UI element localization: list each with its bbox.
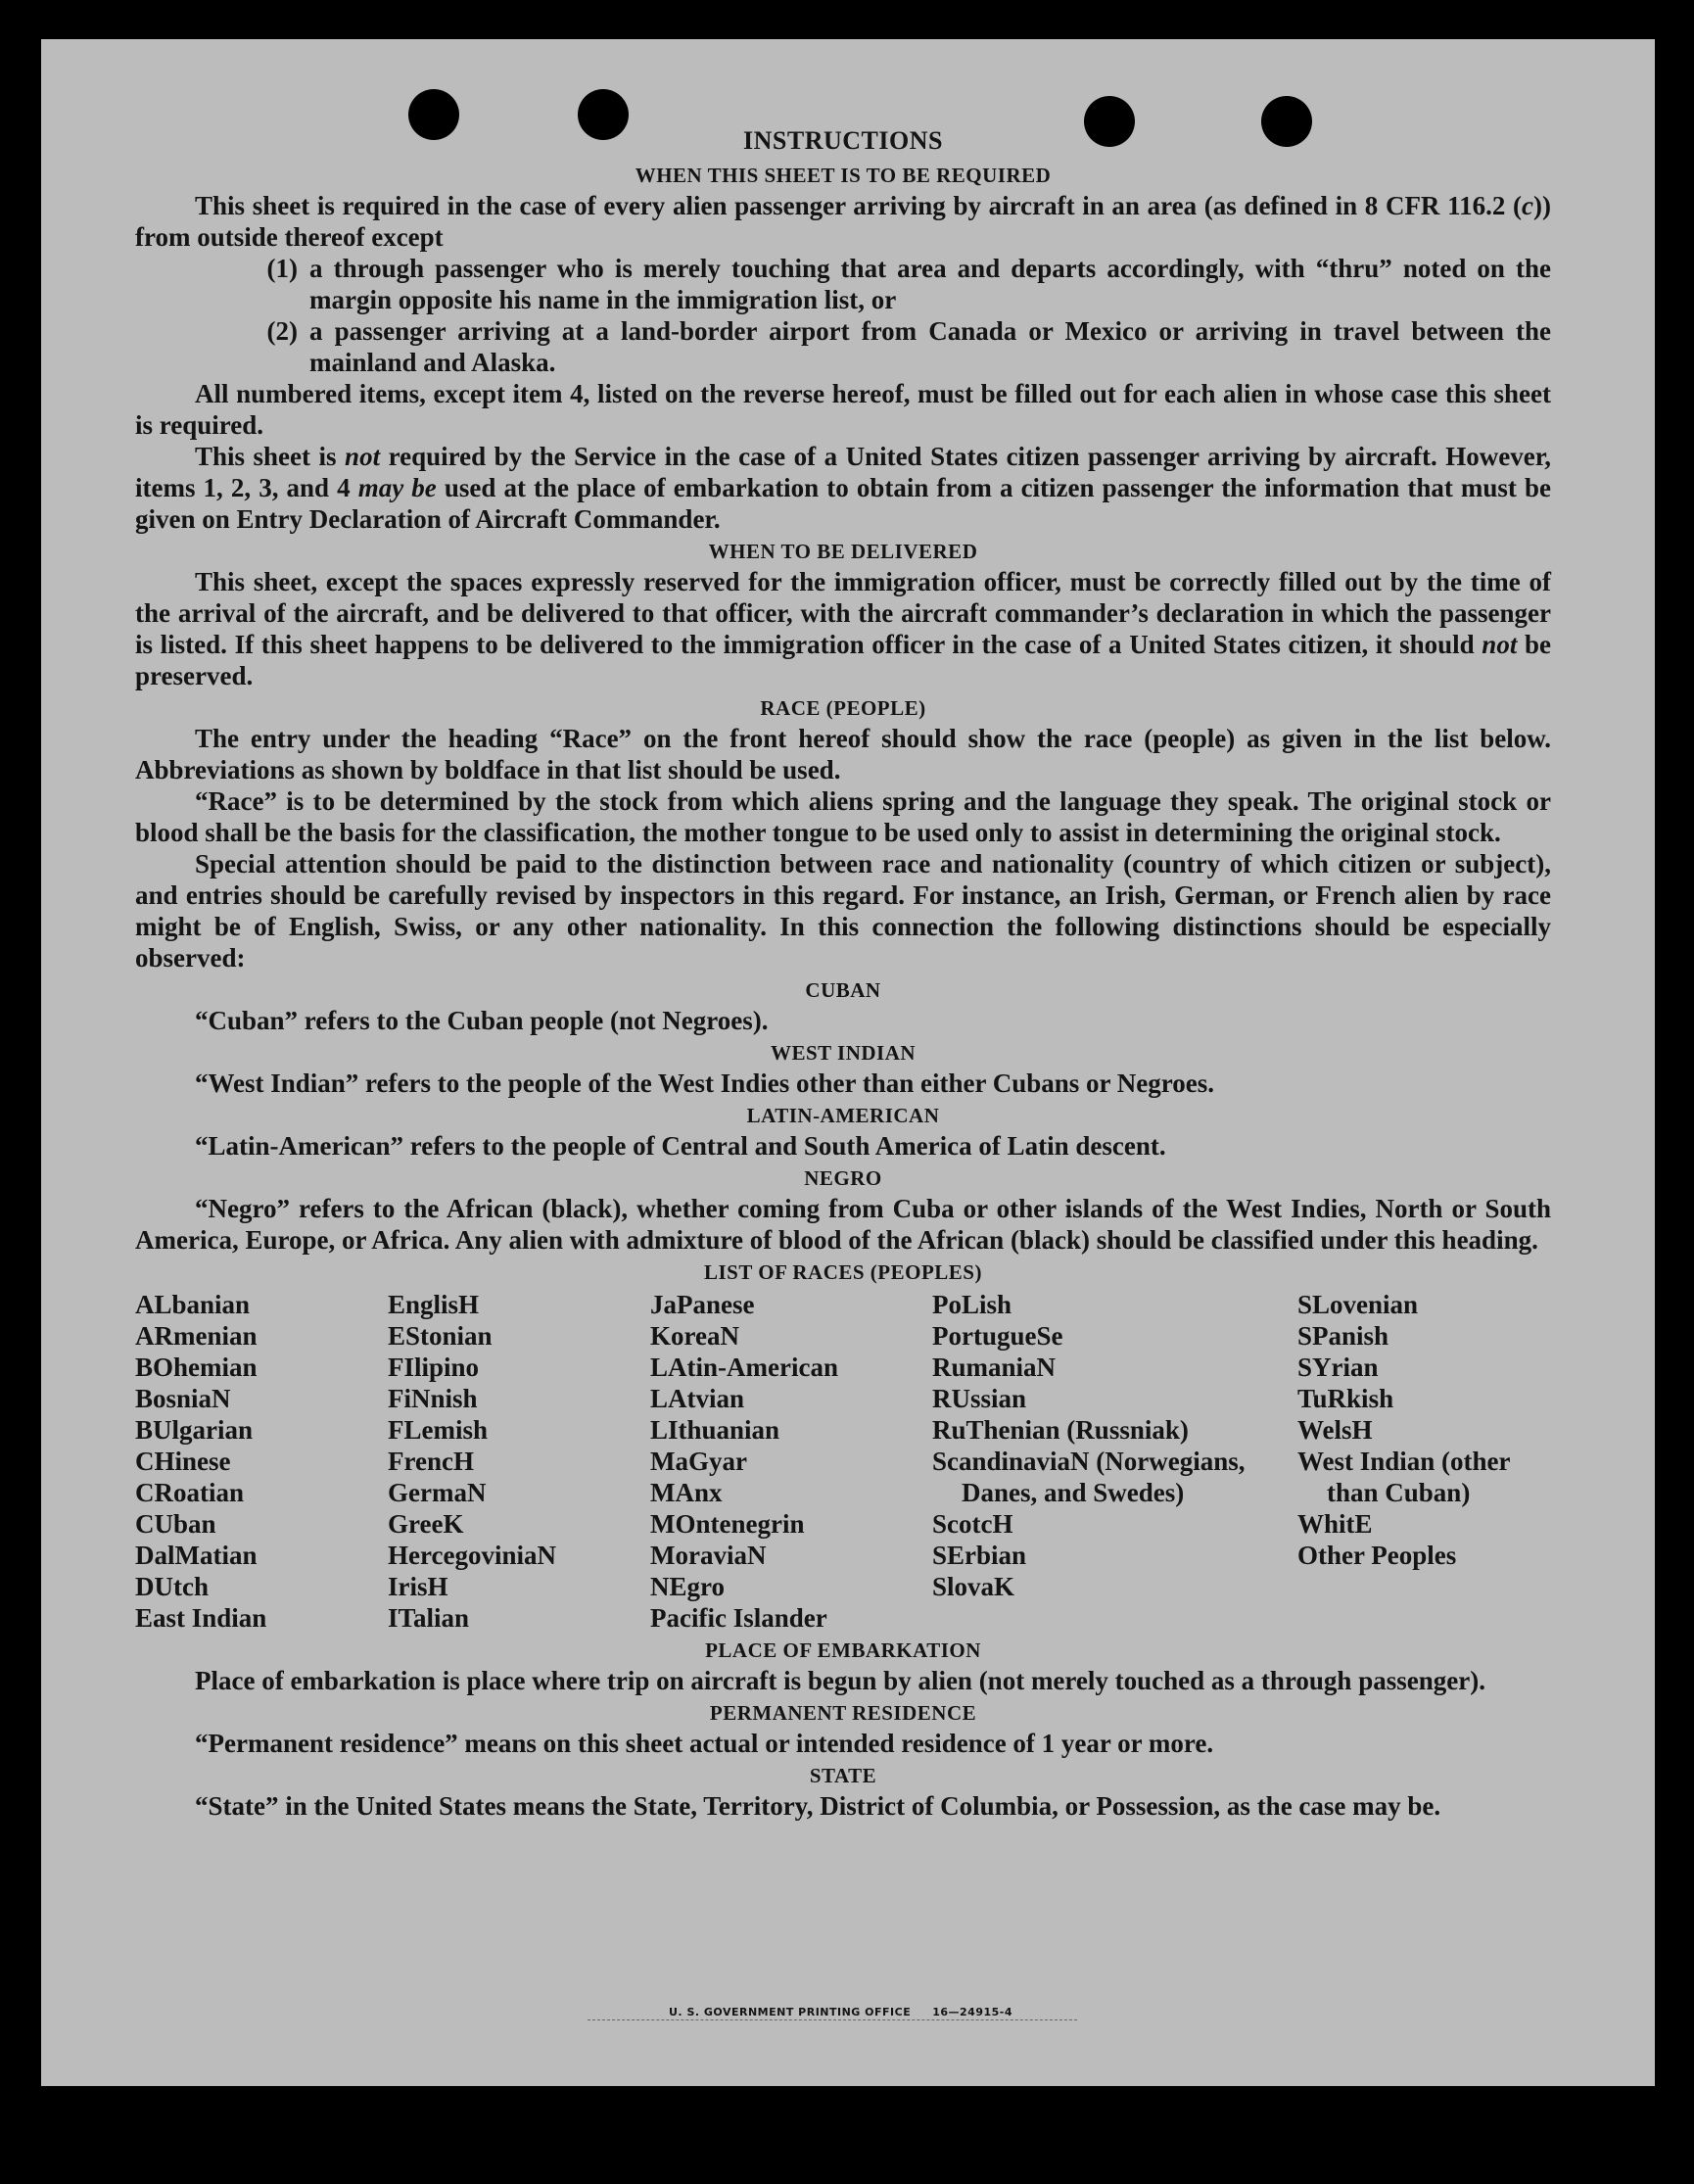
race-entry: PoLish bbox=[932, 1290, 1012, 1319]
races-column bbox=[388, 1289, 633, 1634]
races-column bbox=[932, 1289, 1255, 1602]
paragraph bbox=[135, 441, 1551, 535]
section-heading: PLACE OF EMBARKATION bbox=[705, 1638, 981, 1662]
list-number: (1) bbox=[266, 254, 298, 283]
race-entry: DalMatian bbox=[135, 1541, 258, 1570]
printer-imprint bbox=[669, 2006, 1012, 2018]
list-item bbox=[135, 315, 1551, 378]
race-entry: MaGyar bbox=[650, 1447, 747, 1476]
section-heading: CUBAN bbox=[805, 978, 881, 1002]
race-entry: HercegoviniaN bbox=[388, 1541, 556, 1570]
text-segment: “West Indian” refers to the people of the West Indies other than either Cubans or Negroes. bbox=[195, 1068, 1215, 1098]
paragraph bbox=[135, 190, 1551, 253]
italic-text: c bbox=[1522, 191, 1534, 220]
races-list bbox=[135, 1289, 1551, 1634]
text-segment: Place of embarkation is place where trip on aircraft is begun by alien (not merely touched as a through passenger). bbox=[195, 1666, 1485, 1695]
paragraph bbox=[135, 1728, 1551, 1759]
race-entry: SlovaK bbox=[932, 1572, 1015, 1601]
races-column bbox=[650, 1289, 915, 1634]
race-entry: RUssian bbox=[932, 1384, 1027, 1413]
race-entry: GreeK bbox=[388, 1509, 464, 1539]
section-heading: PERMANENT RESIDENCE bbox=[709, 1701, 977, 1725]
section-heading: WHEN THIS SHEET IS TO BE REQUIRED bbox=[635, 164, 1052, 187]
section-heading: LIST OF RACES (PEOPLES) bbox=[704, 1260, 982, 1284]
race-entry: DUtch bbox=[135, 1572, 209, 1601]
text-segment: All numbered items, except item 4, listed on the reverse hereof, must be filled out for each alien in whose case this sheet is required. bbox=[135, 379, 1551, 440]
paragraph bbox=[135, 566, 1551, 691]
race-entry: LIthuanian bbox=[650, 1415, 780, 1445]
text-segment: This sheet is required in the case of every alien passenger arriving by aircraft in an area (as defined in 8 CFR 116.2 ( bbox=[195, 191, 1523, 220]
race-entry: JaPanese bbox=[650, 1290, 755, 1319]
race-entry: PortugueSe bbox=[932, 1321, 1063, 1351]
race-entry: ScotcH bbox=[932, 1509, 1013, 1539]
text-segment: “Race” is to be determined by the stock from which aliens spring and the language they speak. The original stock or blood shall be the basis for the classification, the mother tongue to be used only to assist in determining the original stock. bbox=[135, 786, 1551, 847]
race-entry: ScandinaviaN (Norwegians, Danes, and Swedes) bbox=[932, 1447, 1246, 1507]
race-entry: FrencH bbox=[388, 1447, 474, 1476]
race-entry: SYrian bbox=[1297, 1353, 1379, 1382]
text-segment: a through passenger who is merely touching that area and departs accordingly, with “thru” noted on the margin opposite his name in the immigration list, or bbox=[309, 254, 1551, 314]
race-entry: SPanish bbox=[1297, 1321, 1389, 1351]
list-number: (2) bbox=[266, 316, 298, 346]
instructions-body bbox=[135, 123, 1551, 1822]
race-entry: ITalian bbox=[388, 1603, 470, 1633]
race-entry: EStonian bbox=[388, 1321, 493, 1351]
race-entry: Other Peoples bbox=[1297, 1541, 1457, 1570]
race-entry: FiNnish bbox=[388, 1384, 478, 1413]
race-entry: GermaN bbox=[388, 1478, 487, 1507]
race-entry: Pacific Islander bbox=[650, 1603, 827, 1633]
italic-text: may be bbox=[357, 473, 437, 502]
race-entry: West Indian (other than Cuban) bbox=[1297, 1447, 1511, 1507]
race-entry: CRoatian bbox=[135, 1478, 245, 1507]
text-segment: “Cuban” refers to the Cuban people (not Negroes). bbox=[195, 1006, 769, 1035]
race-entry: SErbian bbox=[932, 1541, 1027, 1570]
paragraph bbox=[135, 1130, 1551, 1162]
text-segment: used at the place of embarkation to obtain from a citizen passenger the information that must be given on Entry Declaration of Aircraft Commander. bbox=[135, 473, 1551, 534]
race-entry: BUlgarian bbox=[135, 1415, 254, 1445]
race-entry: FIlipino bbox=[388, 1353, 480, 1382]
form-number: 16—24915-4 bbox=[932, 2006, 1013, 2018]
paragraph bbox=[135, 1005, 1551, 1036]
paragraph bbox=[135, 1790, 1551, 1822]
text-segment: “Negro” refers to the African (black), whether coming from Cuba or other islands of the West Indies, North or South America, Europe, or Africa. Any alien with admixture of blood of the African (black) should be classified under this heading. bbox=[135, 1194, 1551, 1255]
race-entry: MOntenegrin bbox=[650, 1509, 805, 1539]
text-segment: required by the Service in the case of a United States citizen passenger arriving by aircraft. However, items 1, 2, 3, and 4 bbox=[135, 442, 1551, 502]
race-entry: BosniaN bbox=[135, 1384, 231, 1413]
page-title: INSTRUCTIONS bbox=[743, 126, 943, 155]
race-entry: ARmenian bbox=[135, 1321, 258, 1351]
section-heading: RACE (PEOPLE) bbox=[760, 696, 926, 720]
races-column bbox=[1297, 1289, 1562, 1571]
paragraph bbox=[135, 848, 1551, 973]
race-entry: MAnx bbox=[650, 1478, 723, 1507]
text-segment: “Latin-American” refers to the people of Central and South America of Latin descent. bbox=[195, 1131, 1166, 1161]
list-text bbox=[309, 315, 1551, 378]
text-segment: This sheet, except the spaces expressly reserved for the immigration officer, must be correctly filled out by the time of the arrival of the aircraft, and be delivered to that officer, with the aircraft commander’s declaration in which the passenger is listed. If this sheet happens to be delivered to the immigration officer in the case of a United States citizen, it should bbox=[135, 567, 1551, 659]
paragraph bbox=[135, 378, 1551, 441]
race-entry: BOhemian bbox=[135, 1353, 258, 1382]
text-segment: a passenger arriving at a land-border airport from Canada or Mexico or arriving in travel between the mainland and Alaska. bbox=[309, 316, 1551, 377]
section-heading: STATE bbox=[809, 1764, 877, 1787]
race-entry: RuThenian (Russniak) bbox=[932, 1415, 1189, 1445]
race-entry: SLovenian bbox=[1297, 1290, 1419, 1319]
text-segment: The entry under the heading “Race” on the front hereof should show the race (people) as given in the list below. Abbreviations as shown by bbox=[135, 724, 1551, 784]
text-segment: be preserved. bbox=[135, 630, 1551, 690]
race-entry: TuRkish bbox=[1297, 1384, 1394, 1413]
race-entry: LAtvian bbox=[650, 1384, 745, 1413]
text-segment: “Permanent residence” means on this sheet actual or intended residence of 1 year or more. bbox=[195, 1729, 1214, 1758]
race-entry: IrisH bbox=[388, 1572, 448, 1601]
paragraph bbox=[135, 1665, 1551, 1696]
text-segment: “State” in the United States means the State, Territory, District of Columbia, or Possession, as the case may be. bbox=[195, 1791, 1441, 1821]
race-entry: NEgro bbox=[650, 1572, 726, 1601]
text-segment: Special attention should be paid to the distinction between race and nationality (country of which citizen or subject), and entries should be carefully revised by inspectors in this regard. For instance, an Irish, German, or French alien by race might be of English, Swiss, or any other nationality. In this connection the following distinctions should be especially observed: bbox=[135, 849, 1551, 973]
italic-text: not bbox=[345, 442, 381, 471]
races-column bbox=[135, 1289, 370, 1634]
race-entry: FLemish bbox=[388, 1415, 489, 1445]
race-entry: MoraviaN bbox=[650, 1541, 767, 1570]
text-segment: )) from outside thereof except bbox=[135, 191, 1551, 252]
printer-name: U. S. GOVERNMENT PRINTING OFFICE bbox=[669, 2006, 912, 2018]
race-entry: ALbanian bbox=[135, 1290, 251, 1319]
footer-rule bbox=[588, 2019, 1077, 2020]
section-heading: WHEN TO BE DELIVERED bbox=[708, 540, 978, 563]
section-heading: LATIN-AMERICAN bbox=[746, 1104, 940, 1127]
paragraph bbox=[135, 723, 1551, 785]
paragraph bbox=[135, 1068, 1551, 1099]
race-entry: EnglisH bbox=[388, 1290, 480, 1319]
list-item bbox=[135, 253, 1551, 315]
race-entry: East Indian bbox=[135, 1603, 267, 1633]
paragraph bbox=[135, 1193, 1551, 1256]
race-entry: RumaniaN bbox=[932, 1353, 1057, 1382]
section-heading: NEGRO bbox=[804, 1166, 882, 1190]
italic-text: not bbox=[1482, 630, 1518, 659]
text-segment: in that list should be used. bbox=[540, 755, 841, 784]
section-heading: WEST INDIAN bbox=[770, 1041, 917, 1065]
bold-text: boldface bbox=[445, 755, 541, 784]
list-text bbox=[309, 253, 1551, 315]
race-entry: CHinese bbox=[135, 1447, 231, 1476]
race-entry: LAtin-American bbox=[650, 1353, 838, 1382]
paragraph bbox=[135, 785, 1551, 848]
race-entry: WelsH bbox=[1297, 1415, 1373, 1445]
race-entry: CUban bbox=[135, 1509, 216, 1539]
race-entry: KoreaN bbox=[650, 1321, 739, 1351]
text-segment: This sheet is bbox=[195, 442, 346, 471]
race-entry: WhitE bbox=[1297, 1509, 1373, 1539]
